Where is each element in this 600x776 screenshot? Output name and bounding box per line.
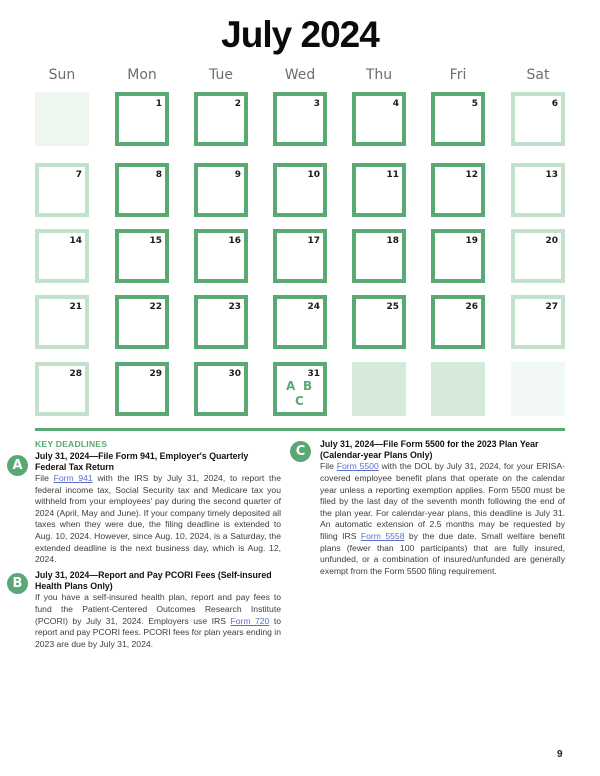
calendar-empty-cell bbox=[511, 362, 565, 416]
calendar-day-18 bbox=[352, 229, 406, 283]
day-number: 9 bbox=[234, 170, 241, 180]
day-number: 14 bbox=[69, 236, 82, 246]
weekday-sat: Sat bbox=[526, 67, 550, 83]
day-number: 27 bbox=[545, 302, 558, 312]
deadline-c-text-post: by the due date. Small welfare benefit plans (fewer than 100 participants) that are fully insured, unfunded, or a combination of insured/unfunded are generally exempt from the Form 5500 filing requirement. bbox=[320, 530, 565, 576]
badge-a-icon: A bbox=[7, 455, 28, 476]
calendar-day-1 bbox=[115, 92, 169, 146]
day-number: 20 bbox=[545, 236, 558, 246]
weekday-mon: Mon bbox=[127, 67, 157, 83]
day-number: 19 bbox=[465, 236, 478, 246]
calendar-day-14 bbox=[35, 229, 89, 283]
day-number: 10 bbox=[307, 170, 320, 180]
day-number: 8 bbox=[155, 170, 162, 180]
day-number: 21 bbox=[69, 302, 82, 312]
day-number: 4 bbox=[392, 99, 399, 109]
form-5558-link[interactable]: Form 5558 bbox=[360, 530, 405, 541]
calendar-day-30 bbox=[194, 362, 248, 416]
key-deadlines-label: KEY DEADLINES bbox=[35, 439, 108, 449]
calendar-day-20 bbox=[511, 229, 565, 283]
day-number: 13 bbox=[545, 170, 558, 180]
calendar-day-25 bbox=[352, 295, 406, 349]
deadlines-left-column bbox=[35, 439, 281, 566]
badge-b-icon: B bbox=[7, 573, 28, 594]
day-number: 1 bbox=[155, 99, 162, 109]
page-number: 9 bbox=[557, 749, 563, 760]
calendar-day-5 bbox=[431, 92, 485, 146]
day-number: 3 bbox=[313, 99, 320, 109]
day-number: 30 bbox=[228, 369, 241, 379]
badge-c-icon: C bbox=[290, 441, 311, 462]
day-number: 12 bbox=[465, 170, 478, 180]
deadline-c-text-pre: File bbox=[320, 461, 337, 472]
day-number: 16 bbox=[228, 236, 241, 246]
weekday-sun: Sun bbox=[48, 67, 76, 83]
calendar-day-10 bbox=[273, 163, 327, 217]
section-divider bbox=[35, 428, 565, 431]
calendar-day-29 bbox=[115, 362, 169, 416]
deadline-c-block bbox=[320, 439, 565, 577]
day-number: 11 bbox=[386, 170, 399, 180]
day-number: 17 bbox=[307, 236, 320, 246]
deadline-b-text-pre: If you have a self-insured health plan, report and pay fees to fund the Patient-Centered Outcomes Research Institute (PCORI) by July 31, 2024. Employers use IRS bbox=[35, 592, 281, 626]
calendar-day-16 bbox=[194, 229, 248, 283]
weekday-wed: Wed bbox=[284, 67, 316, 83]
deadline-a-body bbox=[35, 473, 281, 566]
calendar-empty-cell bbox=[352, 362, 406, 416]
day-number: 22 bbox=[149, 302, 162, 312]
calendar-day-8 bbox=[115, 163, 169, 217]
form-5500-link[interactable]: Form 5500 bbox=[336, 461, 379, 472]
calendar-day-3 bbox=[273, 92, 327, 146]
form-941-link[interactable]: Form 941 bbox=[53, 473, 93, 483]
calendar-day-24 bbox=[273, 295, 327, 349]
deadline-b-heading: July 31, 2024—Report and Pay PCORI Fees (Self-insured Health Plans Only) bbox=[35, 570, 272, 592]
day-number: 6 bbox=[551, 99, 558, 109]
day-number: 28 bbox=[69, 369, 82, 379]
calendar-day-7 bbox=[35, 163, 89, 217]
weekday-thu: Thu bbox=[365, 67, 393, 83]
deadline-marker-a[interactable]: A bbox=[286, 379, 296, 393]
calendar-day-9 bbox=[194, 163, 248, 217]
calendar-day-28 bbox=[35, 362, 89, 416]
day-number: 26 bbox=[465, 302, 478, 312]
calendar-day-15 bbox=[115, 229, 169, 283]
page-title: July 2024 bbox=[221, 14, 379, 55]
calendar-day-4 bbox=[352, 92, 406, 146]
deadline-c-heading: July 31, 2024—File Form 5500 for the 2023 Plan Year (Calendar-year Plans Only) bbox=[320, 439, 539, 461]
deadline-b-block bbox=[35, 570, 281, 650]
day-number: 2 bbox=[234, 99, 241, 109]
day-number: 7 bbox=[75, 170, 82, 180]
day-number: 24 bbox=[307, 302, 320, 312]
calendar-day-13 bbox=[511, 163, 565, 217]
deadline-a-text-post: with the IRS by July 31, 2024, to report the federal income tax, Social Security tax and Medicare tax you withheld from your employees' pay during the second quarter of 2024 (April, May and June). If your company timely deposited all taxes when they were due, the filing deadline is extended to Aug. 10, 2024. However, since Aug. 10, 2024, is a Saturday, the extended deadline is the next business day, which is Aug. 12, 2024. bbox=[35, 473, 281, 565]
calendar-day-12 bbox=[431, 163, 485, 217]
day-number: 15 bbox=[149, 236, 162, 246]
calendar-day-17 bbox=[273, 229, 327, 283]
deadline-c-body bbox=[320, 461, 565, 577]
calendar-day-22 bbox=[115, 295, 169, 349]
deadline-marker-b[interactable]: B bbox=[303, 379, 313, 393]
weekday-fri: Fri bbox=[449, 67, 467, 83]
calendar-day-6 bbox=[511, 92, 565, 146]
calendar-day-2 bbox=[194, 92, 248, 146]
day-number: 29 bbox=[149, 369, 162, 379]
calendar-empty-cell bbox=[431, 362, 485, 416]
calendar-day-21 bbox=[35, 295, 89, 349]
deadline-b-text-post: to report and pay PCORI fees. PCORI fees for plan years ending in 2023 are due by July 31, 2024. bbox=[35, 615, 282, 649]
deadline-a-text-pre: File bbox=[35, 473, 54, 483]
day-number: 18 bbox=[386, 236, 399, 246]
calendar-day-31 bbox=[273, 362, 327, 416]
calendar-day-23 bbox=[194, 295, 248, 349]
form-720-link[interactable]: Form 720 bbox=[230, 615, 270, 626]
deadline-marker-c[interactable]: C bbox=[295, 394, 304, 408]
day-number: 31 bbox=[307, 369, 320, 379]
calendar-day-11 bbox=[352, 163, 406, 217]
weekday-tue: Tue bbox=[209, 67, 233, 83]
calendar-day-27 bbox=[511, 295, 565, 349]
deadline-b-body bbox=[35, 592, 281, 650]
calendar-day-19 bbox=[431, 229, 485, 283]
day-number: 23 bbox=[228, 302, 241, 312]
day-number: 25 bbox=[386, 302, 399, 312]
day-number: 5 bbox=[471, 99, 478, 109]
deadline-c-text-mid: with the DOL by July 31, 2024, for your ERISA-covered employee benefit plans that operate on the calendar year unless a reporting exemption applies. Form 5500 must be filed by the last day of the seventh month following the end of the plan year. For calendar-year plans, this deadline is July 31. An automatic extension of 2.5 months may be requested by filing IRS bbox=[320, 461, 565, 541]
calendar-empty-cell bbox=[35, 92, 89, 146]
calendar-day-26 bbox=[431, 295, 485, 349]
deadline-a-heading: July 31, 2024—File Form 941, Employer's Quarterly Federal Tax Return bbox=[35, 450, 249, 472]
